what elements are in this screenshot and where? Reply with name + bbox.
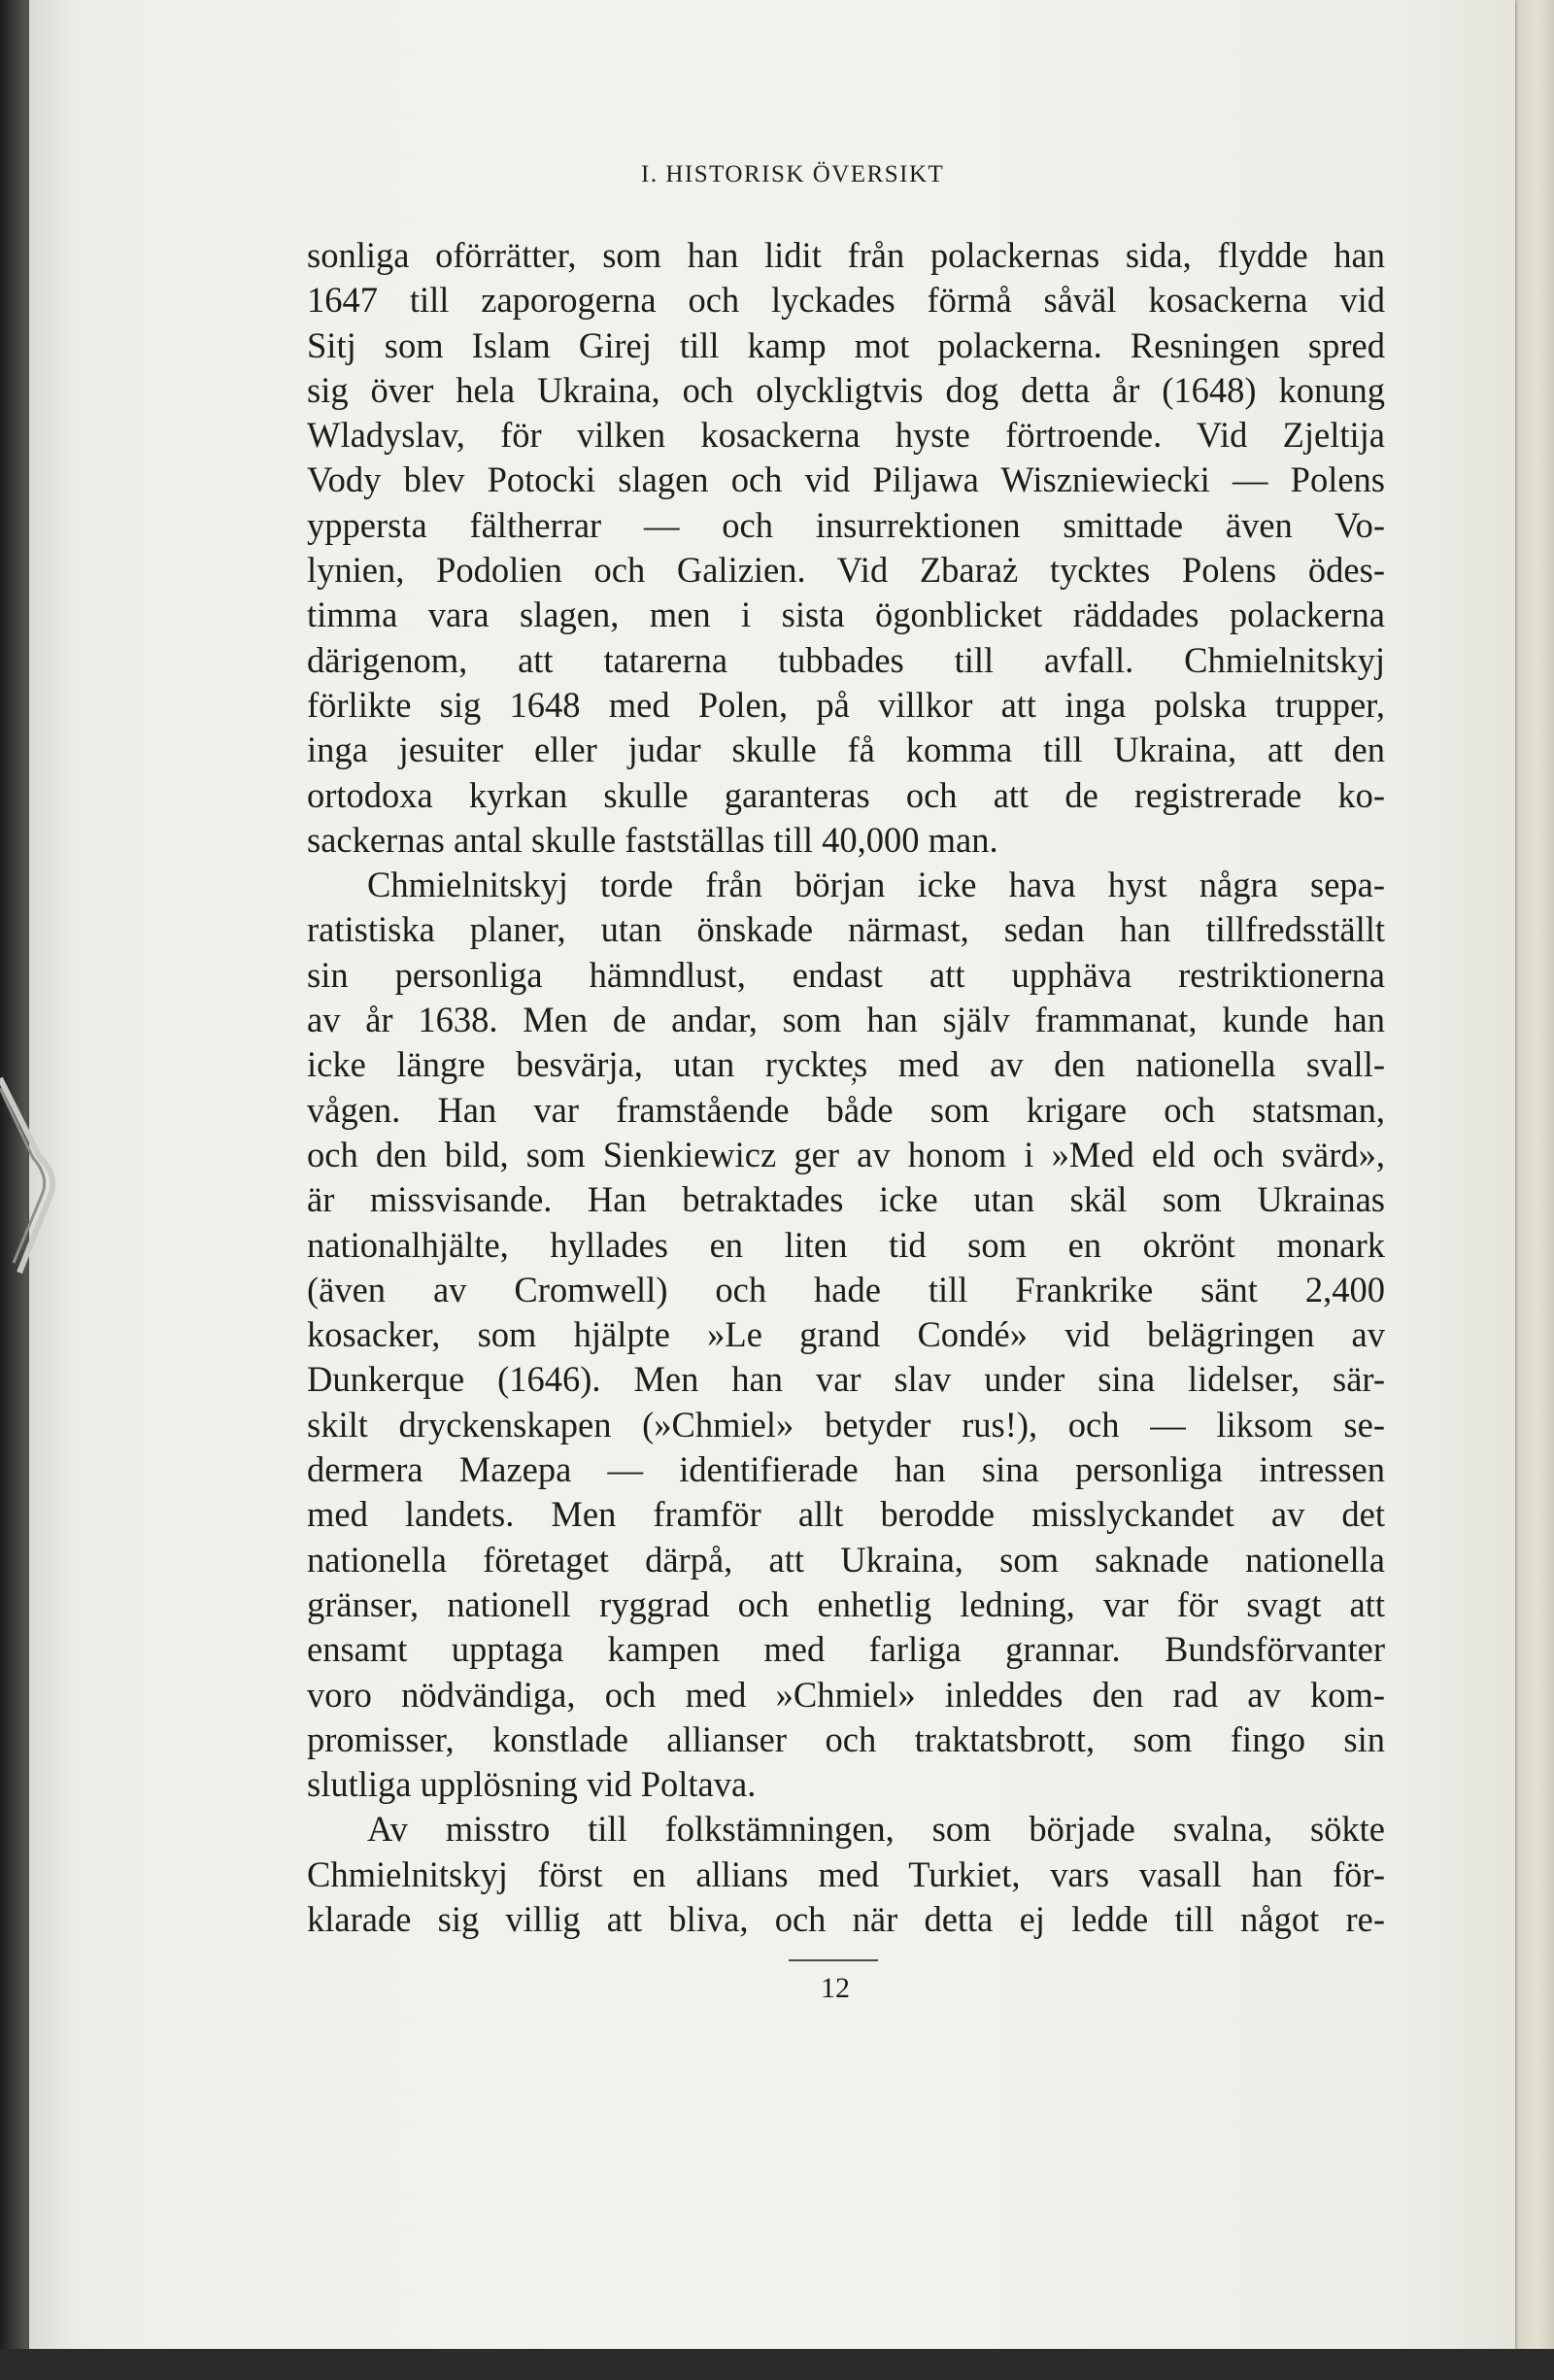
text-line: Wladyslav, för vilken kosackerna hyste förtroende. Vid Zjeltija bbox=[307, 415, 1385, 456]
text-line: Chmielnitskyj först en allians med Turkiet, vars vasall han för- bbox=[307, 1853, 1385, 1894]
text-line: Dunkerque (1646). Men han var slav under sina lidelser, sär- bbox=[307, 1359, 1385, 1400]
text-line: slutliga upplösning vid Poltava. bbox=[307, 1764, 757, 1805]
text-line: nationalhjälte, hyllades en liten tid som en okrönt monark bbox=[307, 1224, 1385, 1265]
text-line: sin personliga hämndlust, endast att upphäva restriktionerna bbox=[307, 954, 1385, 995]
text-line: sackernas antal skulle fastställas till 40,000 man. bbox=[307, 819, 998, 860]
text-line: inga jesuiter eller judar skulle få komma till Ukraina, att den bbox=[307, 730, 1385, 770]
text-line: Chmielnitskyj torde från början icke hava hyst några sepa- bbox=[367, 865, 1385, 905]
text-line: (även av Cromwell) och hade till Frankrike sänt 2,400 bbox=[307, 1269, 1385, 1309]
text-line: förlikte sig 1648 med Polen, på villkor att inga polska trupper, bbox=[307, 684, 1385, 725]
text-line: ensamt upptaga kampen med farliga grannar. Bundsförvanter bbox=[307, 1629, 1385, 1670]
running-head: I. HISTORISK ÖVERSIKT bbox=[641, 161, 945, 187]
text-line: Av misstro till folkstämningen, som började svalna, sökte bbox=[367, 1809, 1385, 1850]
text-line: sonliga oförrätter, som han lidit från polackernas sida, flydde han bbox=[307, 235, 1385, 275]
text-line: skilt dryckenskapen (»Chmiel» betyder rus!), och — liksom se- bbox=[307, 1404, 1385, 1445]
text-line: vågen. Han var framstående både som krigare och statsman, bbox=[307, 1089, 1385, 1130]
text-line: ortodoxa kyrkan skulle garanteras och att de registrerade ko- bbox=[307, 774, 1385, 815]
text-line: voro nödvändiga, och med »Chmiel» inleddes den rad av kom- bbox=[307, 1674, 1385, 1715]
text-line: klarade sig villig att bliva, och när detta ej ledde till något re- bbox=[307, 1898, 1385, 1939]
text-line: Vody blev Potocki slagen och vid Piljawa Wiszniewiecki — Polens bbox=[307, 459, 1385, 500]
text-line: 1647 till zaporogerna och lyckades förmå såväl kosackerna vid bbox=[307, 280, 1385, 321]
text-line: med landets. Men framför allt berodde misslyckandet av det bbox=[307, 1494, 1385, 1535]
text-line: promisser, konstlade allianser och traktatsbrott, som fingo sin bbox=[307, 1718, 1385, 1759]
text-line: Sitj som Islam Girej till kamp mot polackerna. Resningen spred bbox=[307, 324, 1385, 365]
text-line: gränser, nationell ryggrad och enhetlig ledning, var för svagt att bbox=[307, 1583, 1385, 1624]
page-number-rule bbox=[789, 1959, 878, 1961]
text-line: är missvisande. Han betraktades icke utan skäl som Ukrainas bbox=[307, 1179, 1385, 1220]
text-line: yppersta fältherrar — och insurrektionen smittade även Vo- bbox=[307, 504, 1385, 545]
text-line: kosacker, som hjälpte »Le grand Condé» vid belägringen av bbox=[307, 1314, 1385, 1355]
text-line: av år 1638. Men de andar, som han själv frammanat, kunde han bbox=[307, 1000, 1385, 1040]
text-line: sig över hela Ukraina, och olyckligtvis dog detta år (1648) konung bbox=[307, 369, 1385, 410]
text-line: lynien, Podolien och Galizien. Vid Zbaraż tycktes Polens ödes- bbox=[307, 550, 1385, 591]
page-number: 12 bbox=[821, 1972, 850, 2004]
body-text bbox=[307, 233, 1385, 1942]
text-line: dermera Mazepa — identifierade han sina personliga intressen bbox=[307, 1449, 1385, 1490]
scanner-background-bottom bbox=[0, 2349, 1554, 2380]
text-line: därigenom, att tatarerna tubbades till avfall. Chmielnitskyj bbox=[307, 639, 1385, 680]
page-clip-icon bbox=[0, 1049, 78, 1302]
text-line: nationella företaget därpå, att Ukraina, som saknade nationella bbox=[307, 1539, 1385, 1580]
text-line: timma vara slagen, men i sista ögonblicket räddades polackerna bbox=[307, 595, 1385, 635]
text-line: ratistiska planer, utan önskade närmast, sedan han tillfredsställt bbox=[307, 909, 1385, 950]
text-line: och den bild, som Sienkiewicz ger av honom i »Med eld och svärd», bbox=[307, 1134, 1385, 1174]
text-line: icke längre besvärja, utan ryckte̦s med av den nationella svall- bbox=[307, 1044, 1385, 1085]
